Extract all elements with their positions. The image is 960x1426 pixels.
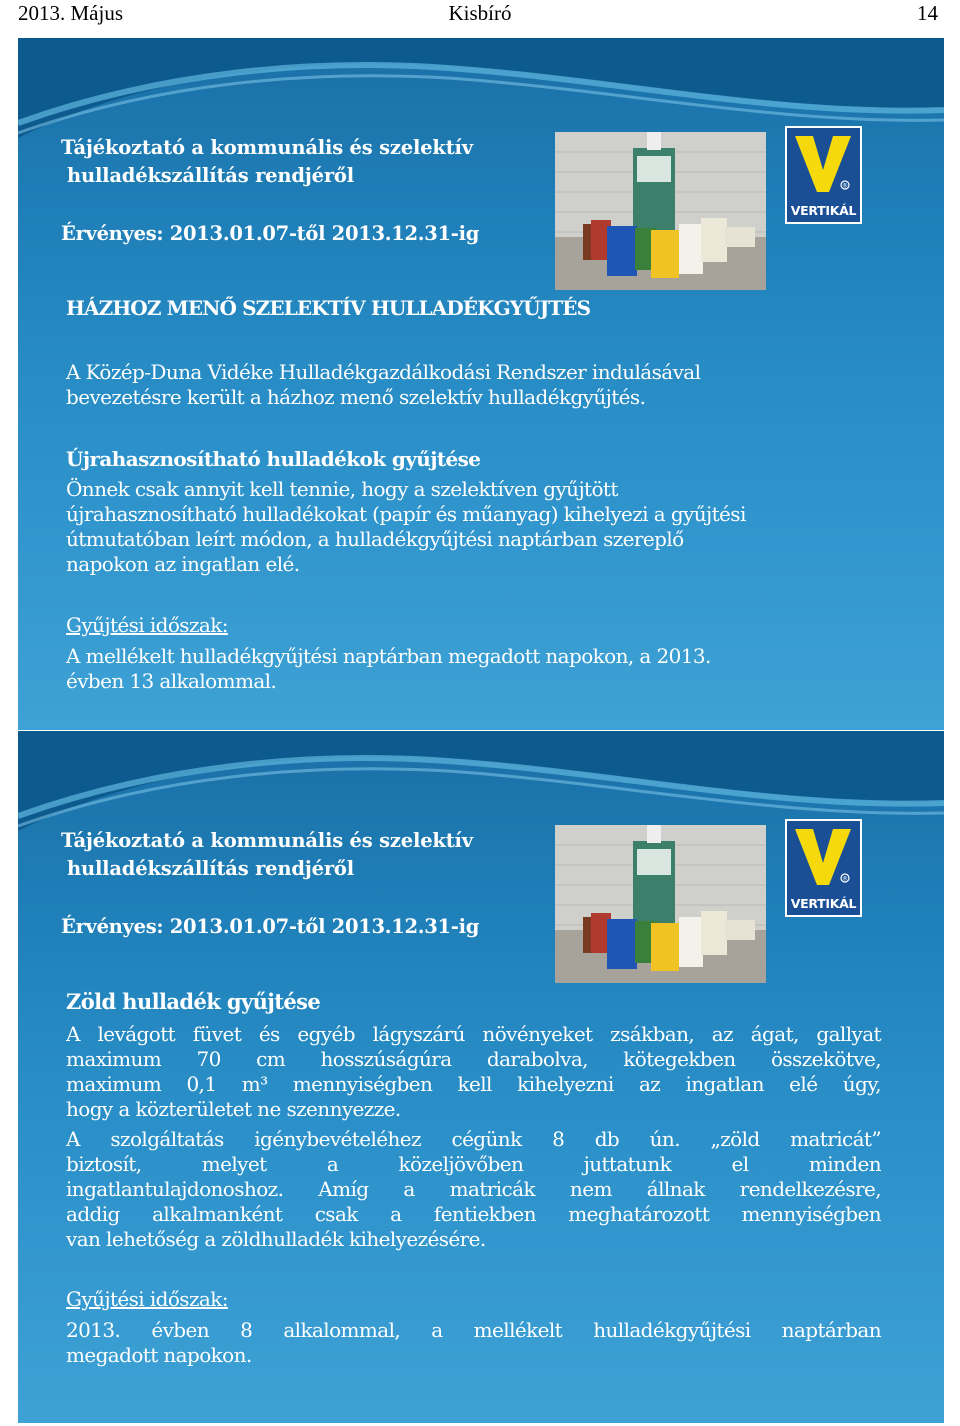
paragraph-line: maximum 70 cm hosszúságúra darabolva, kötegekben összekötve, <box>66 1047 881 1071</box>
slide-title <box>61 134 473 190</box>
intro-line: A Közép-Duna Vidéke Hulladékgazdálkodási Rendszer indulásával <box>66 360 701 384</box>
logo-word: VERTIKÁL <box>790 203 857 218</box>
slide-title <box>61 827 473 883</box>
page-header <box>0 0 960 30</box>
header-date: 2013. Május <box>18 1 123 25</box>
paragraph-line: A levágott füvet és egyéb lágyszárú növényeket zsákban, az ágat, gallyat <box>66 1022 881 1046</box>
registered-mark: ® <box>842 182 848 190</box>
slide-title-line2: hulladékszállítás rendjéről <box>67 857 354 880</box>
slide-green-waste <box>18 731 944 1423</box>
slide-title-line2: hulladékszállítás rendjéről <box>67 164 354 187</box>
period-label: Gyűjtési időszak: <box>66 613 228 637</box>
paragraph-line: biztosít, melyet a közeljövőben juttatunk el minden <box>66 1152 881 1176</box>
sticker-paragraph <box>66 1127 881 1252</box>
validity-dates: Érvényes: 2013.01.07-től 2013.12.31-ig <box>61 222 480 245</box>
period-line: 2013. évben 8 alkalommal, a mellékelt hulladékgyűjtési naptárban <box>66 1318 881 1342</box>
validity-dates: Érvényes: 2013.01.07-től 2013.12.31-ig <box>61 915 480 938</box>
intro-line: bevezetésre került a házhoz menő szelektív hulladékgyűjtés. <box>66 385 646 409</box>
header-publication: Kisbíró <box>448 1 512 25</box>
paragraph-line: van lehetőség a zöldhulladék kihelyezésére. <box>66 1227 486 1251</box>
paragraph-line: maximum 0,1 m³ mennyiségben kell kihelyezni az ingatlan elé úgy, <box>66 1072 881 1096</box>
vertikal-logo <box>785 126 862 224</box>
paragraph-line: útmutatóban leírt módon, a hulladékgyűjtési naptárban szereplő <box>66 527 684 551</box>
slide-selective-collection <box>18 38 944 730</box>
paragraph-line: addig alkalmanként csak a fentiekben meghatározott mennyiségben <box>66 1202 881 1226</box>
slide-title-line1: Tájékoztató a kommunális és szelektív <box>61 829 473 852</box>
paragraph-line: A szolgáltatás igénybevételéhez cégünk 8 db ún. „zöld matricát” <box>66 1127 881 1151</box>
logo-word: VERTIKÁL <box>790 896 857 911</box>
paragraph-line: napokon az ingatlan elé. <box>66 552 300 576</box>
period-line: megadott napokon. <box>66 1343 252 1367</box>
green-waste-paragraph <box>66 1022 881 1122</box>
section-heading: HÁZHOZ MENŐ SZELEKTÍV HULLADÉKGYŰJTÉS <box>66 296 591 320</box>
slide-title-line1: Tájékoztató a kommunális és szelektív <box>61 136 473 159</box>
waste-bins-photo <box>555 132 766 290</box>
period-paragraph <box>66 644 711 694</box>
period-label: Gyűjtési időszak: <box>66 1287 228 1311</box>
intro-paragraph <box>66 360 700 410</box>
paragraph-line: Önnek csak annyit kell tennie, hogy a szelektíven gyűjtött <box>66 477 618 501</box>
section-heading: Zöld hulladék gyűjtése <box>66 989 321 1014</box>
paragraph-line: újrahasznosítható hulladékokat (papír és műanyag) kihelyezi a gyűjtési <box>66 502 746 526</box>
recyclables-paragraph <box>66 477 746 577</box>
paragraph-line: hogy a közterületet ne szennyezze. <box>66 1097 401 1121</box>
header-page-number: 14 <box>917 1 938 25</box>
registered-mark: ® <box>842 875 848 883</box>
period-line: A mellékelt hulladékgyűjtési naptárban megadott napokon, a 2013. <box>66 644 711 668</box>
period-line: évben 13 alkalommal. <box>66 669 277 693</box>
vertikal-logo <box>785 819 862 917</box>
period-paragraph <box>66 1318 881 1368</box>
waste-bins-photo <box>555 825 766 983</box>
subheading: Újrahasznosítható hulladékok gyűjtése <box>66 447 481 471</box>
paragraph-line: ingatlantulajdonoshoz. Amíg a matricák nem állnak rendelkezésre, <box>66 1177 881 1201</box>
